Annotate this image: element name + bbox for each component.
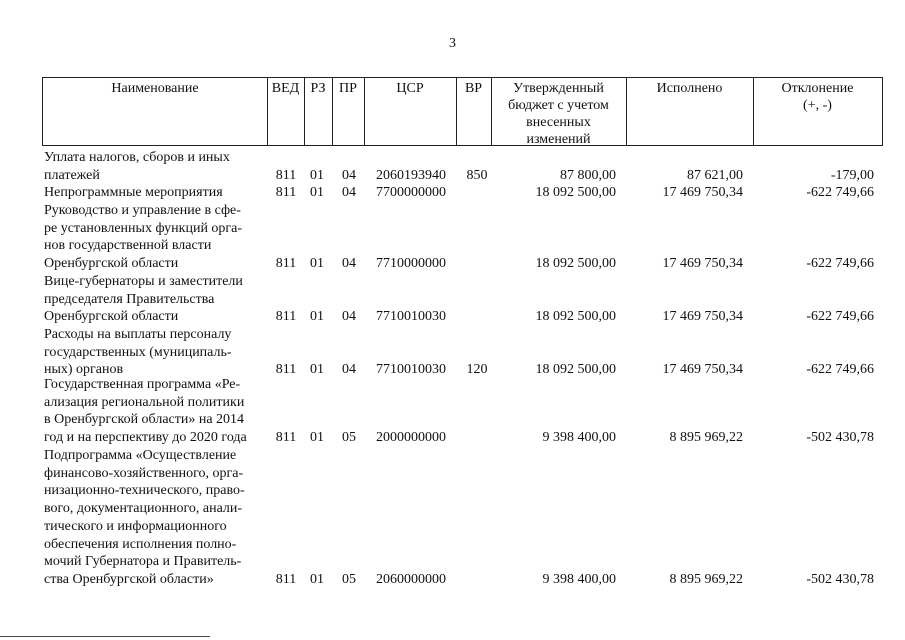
row-budget: 18 092 500,00	[535, 362, 616, 377]
row-executed: 87 621,00	[687, 168, 743, 183]
row-name-line: в Оренбургской области» на 2014	[44, 412, 245, 428]
row-ved: 811	[275, 256, 297, 271]
header-budget-line: бюджет с учетом	[508, 98, 609, 113]
row-name-line: ре установленных функций орга-	[44, 220, 243, 236]
header-rz: РЗ	[310, 81, 326, 96]
header-budget-line: внесенных	[526, 115, 591, 130]
row-name-line: Непрограммные мероприятия	[44, 185, 223, 200]
row-name	[44, 184, 280, 202]
row-rz: 01	[310, 185, 324, 200]
header-budget-line: изменений	[526, 132, 591, 147]
row-name-line: председателя Правительства	[44, 291, 215, 307]
row-name-line: Оренбургской области	[44, 309, 179, 325]
row-executed: 17 469 750,34	[662, 256, 743, 271]
row-budget: 18 092 500,00	[535, 185, 616, 200]
row-budget: 18 092 500,00	[535, 309, 616, 324]
row-name	[44, 447, 280, 589]
page-number: 3	[449, 36, 456, 51]
header-name: Наименование	[111, 81, 199, 96]
row-name-line: обеспечения исполнения полно-	[44, 536, 237, 552]
row-rz: 01	[310, 430, 324, 445]
footnote-rule	[0, 636, 210, 637]
row-ved: 811	[275, 309, 297, 324]
row-rz: 01	[310, 168, 324, 183]
row-name	[44, 273, 280, 326]
row-name-line: ства Оренбургской области»	[44, 571, 214, 587]
row-csr: 7710010030	[376, 309, 446, 324]
row-pr: 04	[342, 256, 356, 271]
header-budget-line: Утвержденный	[513, 81, 604, 96]
row-csr: 7710010030	[376, 362, 446, 377]
row-ved: 811	[275, 362, 297, 377]
row-rz: 01	[310, 362, 324, 377]
row-ved: 811	[275, 572, 297, 587]
row-name-line: тического и информационного	[44, 518, 227, 534]
row-name-line: платежей	[44, 167, 100, 183]
row-ved: 811	[275, 185, 297, 200]
row-deviation: -622 749,66	[806, 309, 874, 324]
row-deviation: -622 749,66	[806, 256, 874, 271]
row-name-line: Уплата налогов, сборов и иных	[44, 150, 230, 165]
row-executed: 17 469 750,34	[662, 185, 743, 200]
row-vr: 120	[466, 362, 488, 377]
row-rz: 01	[310, 256, 324, 271]
row-name-line: вого, документационного, анали-	[44, 501, 243, 517]
row-executed: 17 469 750,34	[662, 309, 743, 324]
header-budget	[491, 80, 626, 148]
row-budget: 87 800,00	[560, 168, 616, 183]
row-csr: 7710000000	[376, 256, 446, 271]
row-ved: 811	[275, 430, 297, 445]
row-rz: 01	[310, 572, 324, 587]
row-name-line: финансово-хозяйственного, орга-	[44, 465, 244, 481]
row-deviation: -502 430,78	[806, 430, 874, 445]
row-name-line: ализация региональной политики	[44, 394, 245, 410]
row-pr: 04	[342, 168, 356, 183]
row-deviation: -622 749,66	[806, 362, 874, 377]
header-executed: Исполнено	[656, 81, 723, 96]
row-name-line: Руководство и управление в сфе-	[44, 203, 241, 218]
row-executed: 8 895 969,22	[669, 430, 743, 445]
row-budget: 9 398 400,00	[542, 430, 616, 445]
row-name	[44, 376, 280, 447]
row-name-line: ных) органов	[44, 362, 124, 378]
header-vr: ВР	[464, 81, 483, 96]
row-name-line: мочий Губернатора и Правитель-	[44, 554, 242, 570]
row-deviation: -622 749,66	[806, 185, 874, 200]
row-budget: 18 092 500,00	[535, 256, 616, 271]
row-csr: 2000000000	[376, 430, 446, 445]
row-deviation: -179,00	[830, 168, 874, 183]
row-name	[44, 149, 280, 184]
row-rz: 01	[310, 309, 324, 324]
row-name-line: Государственная программа «Ре-	[44, 377, 241, 392]
header-ved: ВЕД	[271, 81, 300, 96]
header-deviation	[753, 80, 882, 114]
row-deviation: -502 430,78	[806, 572, 874, 587]
row-name-line: государственных (муниципаль-	[44, 344, 232, 360]
row-name-line: Вице-губернаторы и заместители	[44, 274, 243, 289]
row-vr: 850	[466, 168, 488, 183]
header-pr: ПР	[339, 81, 357, 96]
row-pr: 04	[342, 362, 356, 377]
row-name-line: нов государственной власти	[44, 238, 212, 254]
row-pr: 05	[342, 572, 356, 587]
row-pr: 04	[342, 185, 356, 200]
row-csr: 7700000000	[376, 185, 446, 200]
row-name-line: Расходы на выплаты персоналу	[44, 327, 232, 342]
row-executed: 8 895 969,22	[669, 572, 743, 587]
header-deviation-line: (+, -)	[803, 98, 832, 113]
row-name	[44, 326, 280, 379]
row-name-line: Оренбургской области	[44, 256, 179, 272]
table-header	[42, 77, 883, 146]
row-name-line: Подпрограмма «Осуществление	[44, 448, 237, 463]
row-name-line: год и на перспективу до 2020 года	[44, 430, 247, 446]
row-ved: 811	[275, 168, 297, 183]
header-csr: ЦСР	[396, 81, 424, 96]
row-name-line: низационно-технического, право-	[44, 483, 245, 499]
row-pr: 05	[342, 430, 356, 445]
row-budget: 9 398 400,00	[542, 572, 616, 587]
row-csr: 2060000000	[376, 572, 446, 587]
row-csr: 2060193940	[376, 168, 446, 183]
row-name	[44, 202, 280, 273]
row-executed: 17 469 750,34	[662, 362, 743, 377]
header-deviation-line: Отклонение	[781, 81, 854, 96]
row-pr: 04	[342, 309, 356, 324]
